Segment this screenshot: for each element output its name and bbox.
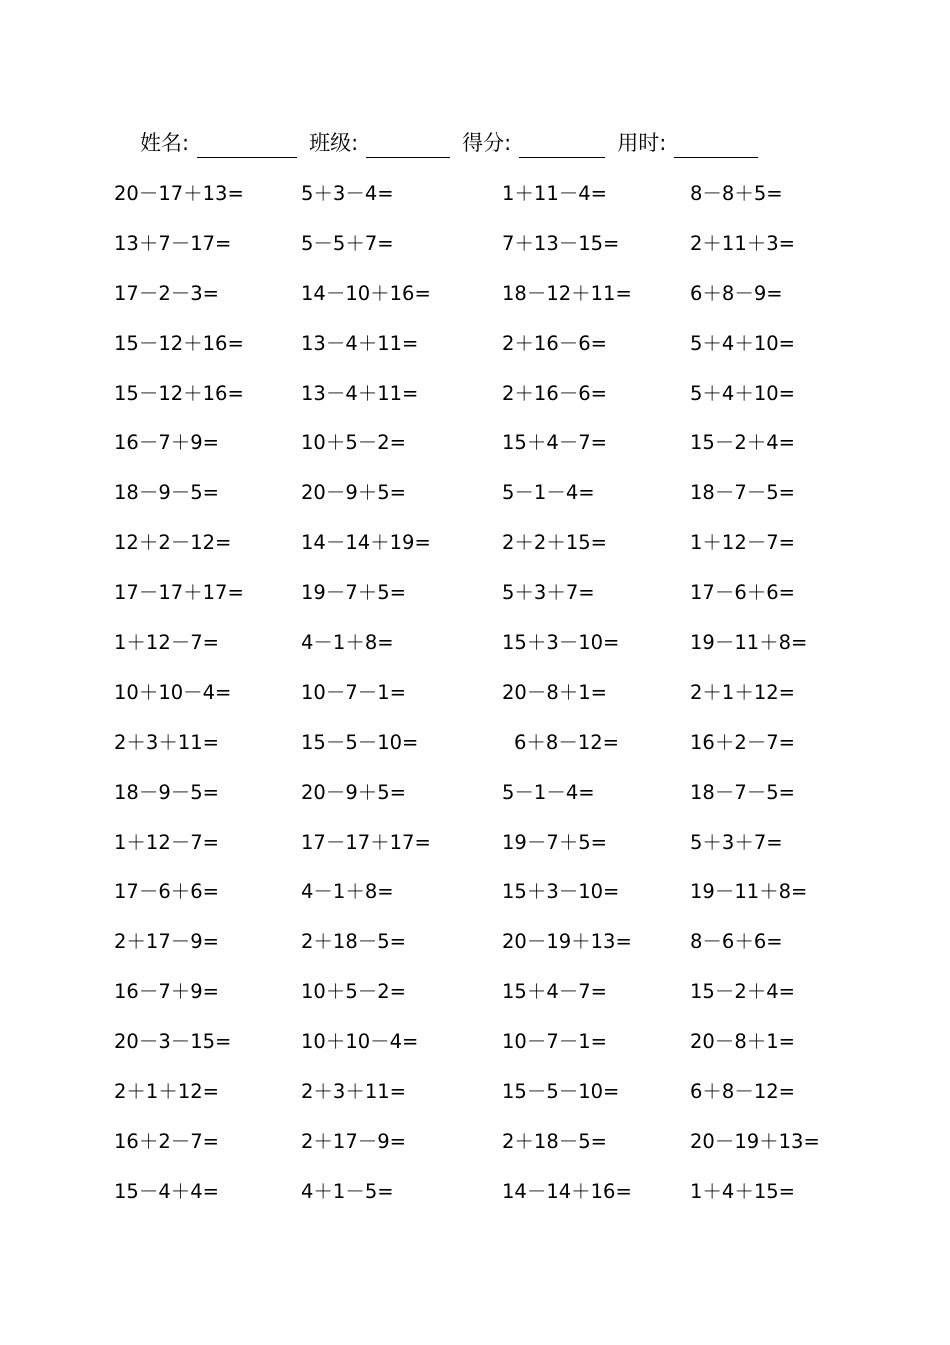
name-blank: [197, 133, 297, 158]
score-blank: [519, 133, 605, 158]
math-problem: 14－14＋19=: [301, 531, 431, 555]
math-problem: 2＋16－6=: [502, 381, 607, 405]
math-problem: 17－17＋17=: [114, 581, 244, 605]
math-problem: 7＋13－15=: [502, 231, 620, 255]
math-problem: 5＋3－4=: [301, 182, 394, 205]
math-problem: 5＋3＋7=: [690, 830, 783, 854]
math-problem: 15－12＋16=: [114, 331, 244, 355]
math-problem: 10－7－1=: [502, 1030, 607, 1054]
math-problem: 17－6＋6=: [114, 880, 219, 904]
math-problem: 5－5＋7=: [301, 231, 394, 255]
math-problem: 19－7＋5=: [502, 830, 607, 854]
time-blank: [674, 133, 758, 158]
math-problem: 14－10＋16=: [301, 281, 431, 305]
math-problem: 2＋1＋12=: [114, 1080, 219, 1104]
time-label: 用时:: [617, 131, 667, 155]
class-field: [309, 128, 462, 158]
math-problem: 20－19＋13=: [502, 930, 632, 954]
math-problem: 17－6＋6=: [690, 581, 795, 605]
math-problem: 20－9＋5=: [301, 780, 406, 804]
math-problem: 16＋2－7=: [114, 1129, 219, 1153]
math-problem: 12＋2－12=: [114, 531, 232, 555]
math-problem: 20－9＋5=: [301, 481, 406, 505]
math-problem: 5－1－4=: [502, 780, 595, 804]
problem-grid: [114, 177, 844, 1225]
math-problem: 15＋3－10=: [502, 880, 620, 904]
math-problem: 13－4＋11=: [301, 381, 419, 405]
math-problem: 13＋7－17=: [114, 231, 232, 255]
math-problem: 16－7＋9=: [114, 431, 219, 455]
math-problem: 4＋1－5=: [301, 1179, 394, 1203]
math-problem: 2＋2＋15=: [502, 531, 607, 555]
name-field: [140, 128, 309, 158]
score-field: [462, 128, 617, 158]
math-problem: 1＋12－7=: [114, 631, 219, 655]
math-problem: 20－8＋1=: [502, 680, 607, 704]
math-problem: 20－17＋13=: [114, 182, 244, 205]
math-problem: 15－2＋4=: [690, 431, 795, 455]
math-problem: 6＋8－9=: [690, 281, 783, 305]
math-problem: 20－3－15=: [114, 1030, 232, 1054]
math-problem: 15－4＋4=: [114, 1179, 219, 1203]
math-problem: 14－14＋16=: [502, 1179, 632, 1203]
math-problem: 20－19＋13=: [690, 1129, 820, 1153]
math-problem: 15＋4－7=: [502, 980, 607, 1004]
math-problem: 16＋2－7=: [690, 730, 795, 754]
class-label: 班级:: [309, 131, 359, 155]
math-problem: 18－7－5=: [690, 481, 795, 505]
math-problem: 2＋3＋11=: [301, 1080, 406, 1104]
math-problem: 4－1＋8=: [301, 880, 394, 904]
math-problem: 5＋3＋7=: [502, 581, 595, 605]
math-problem: 18－9－5=: [114, 481, 219, 505]
math-problem: 19－11＋8=: [690, 631, 808, 655]
math-problem: 8－8＋5=: [690, 182, 783, 205]
math-problem: 15－12＋16=: [114, 381, 244, 405]
math-problem: 2＋3＋11=: [114, 730, 219, 754]
math-problem: 10＋5－2=: [301, 431, 406, 455]
math-problem: 2＋18－5=: [502, 1129, 607, 1153]
math-problem: 10－7－1=: [301, 680, 406, 704]
math-problem: 15＋3－10=: [502, 631, 620, 655]
math-problem: 1＋4＋15=: [690, 1179, 795, 1203]
math-problem: 4－1＋8=: [301, 631, 394, 655]
math-problem: 1＋12－7=: [690, 531, 795, 555]
name-label: 姓名:: [140, 131, 190, 155]
math-problem: 18－12＋11=: [502, 281, 632, 305]
class-blank: [366, 133, 450, 158]
math-problem: 2＋1＋12=: [690, 680, 795, 704]
math-problem: 15－2＋4=: [690, 980, 795, 1004]
math-problem: 10＋5－2=: [301, 980, 406, 1004]
math-problem: 15－5－10=: [502, 1080, 620, 1104]
math-problem: 1＋11－4=: [502, 182, 607, 205]
math-problem: 6＋8－12=: [690, 1080, 795, 1104]
math-problem: 2＋17－9=: [301, 1129, 406, 1153]
math-problem: 5－1－4=: [502, 481, 595, 505]
math-problem: 2＋17－9=: [114, 930, 219, 954]
math-problem: 13－4＋11=: [301, 331, 419, 355]
math-problem: 2＋18－5=: [301, 930, 406, 954]
math-problem: 17－17＋17=: [301, 830, 431, 854]
math-problem: 19－7＋5=: [301, 581, 406, 605]
score-label: 得分:: [462, 131, 512, 155]
math-problem: 10＋10－4=: [301, 1030, 419, 1054]
math-problem: 15＋4－7=: [502, 431, 607, 455]
math-problem: 15－5－10=: [301, 730, 419, 754]
time-field: [617, 128, 770, 158]
math-problem: 10＋10－4=: [114, 680, 232, 704]
worksheet-header: [140, 128, 770, 158]
math-problem: 18－7－5=: [690, 780, 795, 804]
math-problem: 17－2－3=: [114, 281, 219, 305]
math-problem: 8－6＋6=: [690, 930, 783, 954]
math-problem: 1＋12－7=: [114, 830, 219, 854]
math-problem: 19－11＋8=: [690, 880, 808, 904]
math-problem: 2＋16－6=: [502, 331, 607, 355]
math-problem: 18－9－5=: [114, 780, 219, 804]
math-problem: 16－7＋9=: [114, 980, 219, 1004]
math-problem: 6＋8－12=: [514, 730, 619, 754]
math-problem: 2＋11＋3=: [690, 231, 795, 255]
math-problem: 20－8＋1=: [690, 1030, 795, 1054]
math-problem: 5＋4＋10=: [690, 331, 795, 355]
math-problem: 5＋4＋10=: [690, 381, 795, 405]
